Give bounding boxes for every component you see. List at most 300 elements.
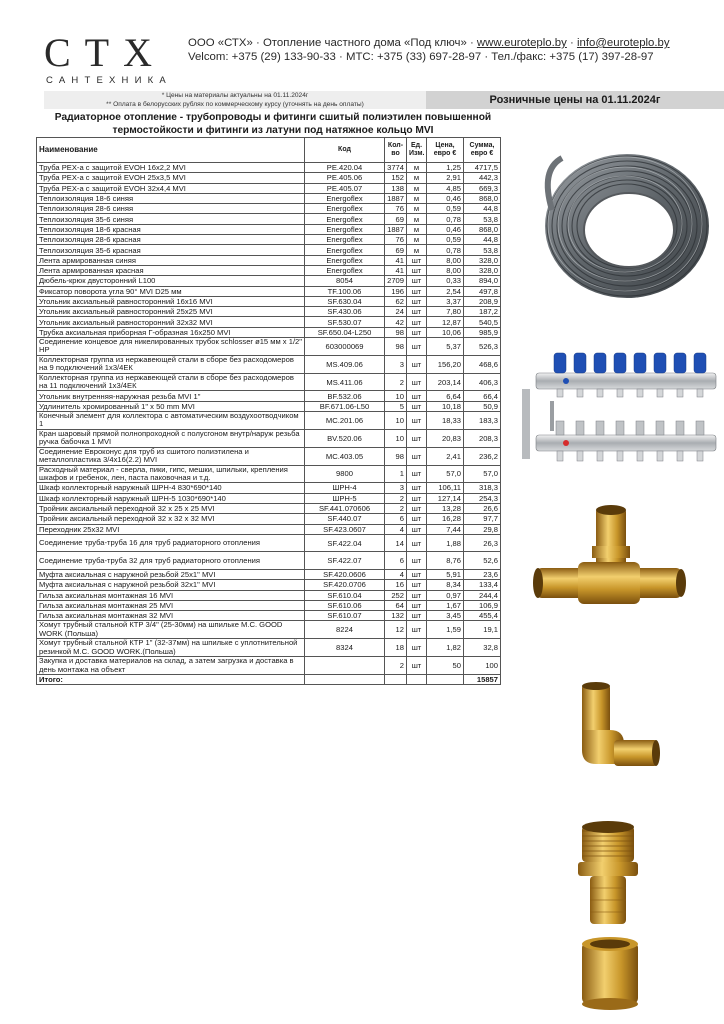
item-name: Хомут трубный стальной КТР 3/4" (25-30мм) на шпильке M.C. GOOD WORK (Польша): [37, 621, 305, 639]
item-price: 0,59: [427, 204, 464, 214]
item-name: Угольник аксиальный равносторонний 32х32 MVI: [37, 317, 305, 327]
price-date-banner: Розничные цены на 01.11.2024г: [426, 91, 724, 109]
company-logo: [44, 30, 172, 86]
item-qty: 1887: [385, 193, 407, 203]
item-price: 20,83: [427, 429, 464, 447]
item-code: MS.409.06: [305, 355, 385, 373]
item-name: Труба PEX-a с защитой EVOH 25х3,5 MVI: [37, 173, 305, 183]
item-code: ШРН-5: [305, 493, 385, 503]
item-price: 13,28: [427, 503, 464, 513]
item-unit: шт: [407, 611, 427, 621]
item-unit: м: [407, 245, 427, 255]
item-qty: 98: [385, 447, 407, 465]
item-price: 7,44: [427, 524, 464, 534]
item-qty: 4: [385, 570, 407, 580]
threaded-coupling-photo: [574, 818, 642, 928]
item-sum: 894,0: [464, 276, 501, 286]
item-qty: 10: [385, 391, 407, 401]
manifold-photo: [522, 343, 718, 471]
item-sum: 985,9: [464, 327, 501, 337]
table-row: [37, 534, 501, 552]
item-name: Труба PEX-a с защитой EVOH 32х4,4 MVI: [37, 183, 305, 193]
item-sum: 50,9: [464, 401, 501, 411]
item-code: SF.423.0607: [305, 524, 385, 534]
item-code: BF.671.06-L50: [305, 401, 385, 411]
item-code: SF.630.04: [305, 296, 385, 306]
item-price: 57,0: [427, 465, 464, 483]
table-row: [37, 286, 501, 296]
item-price: 8,76: [427, 552, 464, 570]
item-name: Гильза аксиальная монтажная 16 MVI: [37, 590, 305, 600]
table-row: [37, 355, 501, 373]
item-code: BV.520.06: [305, 429, 385, 447]
item-code: SF.610.04: [305, 590, 385, 600]
item-code: 8224: [305, 621, 385, 639]
item-price: 1,25: [427, 163, 464, 173]
item-name: Гильза аксиальная монтажная 25 MVI: [37, 600, 305, 610]
header-price: Цена, евро €: [427, 138, 464, 163]
logo-sub-text: САНТЕХНИКА: [46, 75, 172, 86]
item-unit: шт: [407, 327, 427, 337]
item-price: 18,33: [427, 412, 464, 430]
table-row: [37, 163, 501, 173]
item-qty: 3774: [385, 163, 407, 173]
item-price: 2,91: [427, 173, 464, 183]
item-qty: 132: [385, 611, 407, 621]
item-unit: шт: [407, 600, 427, 610]
item-price: 156,20: [427, 355, 464, 373]
item-price: 8,34: [427, 580, 464, 590]
tee-fitting-photo: [526, 502, 692, 626]
item-price: 50: [427, 657, 464, 675]
table-row: [37, 600, 501, 610]
item-code: BF.532.06: [305, 391, 385, 401]
table-row: [37, 276, 501, 286]
table-header-row: [37, 138, 501, 163]
total-label: Итого:: [37, 674, 305, 685]
table-row: [37, 224, 501, 234]
item-price: 1,67: [427, 600, 464, 610]
item-qty: 3: [385, 483, 407, 493]
table-row: [37, 429, 501, 447]
item-qty: 24: [385, 307, 407, 317]
item-price: 1,82: [427, 639, 464, 657]
table-row: [37, 465, 501, 483]
item-qty: 42: [385, 317, 407, 327]
item-code: 9800: [305, 465, 385, 483]
table-row: [37, 401, 501, 411]
table-row: [37, 245, 501, 255]
item-name: Угольник внутренняя-наружная резьба MVI 1": [37, 391, 305, 401]
table-row: [37, 412, 501, 430]
item-price: 0,46: [427, 224, 464, 234]
item-code: PE.405.06: [305, 173, 385, 183]
email-link[interactable]: info@euroteplo.by: [576, 37, 670, 49]
table-row: [37, 514, 501, 524]
item-unit: м: [407, 183, 427, 193]
item-code: MC.403.05: [305, 447, 385, 465]
item-code: SF.430.06: [305, 307, 385, 317]
table-row: [37, 265, 501, 275]
sleeve-photo: [578, 936, 642, 1014]
item-name: Коллекторная группа из нержавеющей стали в сборе без расходомеров на 9 подключений 1х3/4ЕК: [37, 355, 305, 373]
item-unit: м: [407, 204, 427, 214]
item-sum: 53,8: [464, 245, 501, 255]
item-unit: шт: [407, 580, 427, 590]
logo-main-text: СТХ: [44, 30, 166, 75]
table-row: [37, 235, 501, 245]
note-line-1: * Цены на материалы актуальны на 01.11.2024г: [161, 92, 309, 99]
table-row: [37, 621, 501, 639]
item-name: Соединение Евроконус для труб из сшитого полиэтилена и металлопластика 3/4х16(2.2) MVI: [37, 447, 305, 465]
document-title: [30, 111, 516, 137]
item-price: 8,00: [427, 265, 464, 275]
item-sum: 53,8: [464, 214, 501, 224]
item-name: Муфта аксиальная с наружной резьбой 25х1" MVI: [37, 570, 305, 580]
item-name: Угольник аксиальный равносторонний 16х16 MVI: [37, 296, 305, 306]
item-name: Тройник аксиальный переходной 32 х 32 х 32 MVI: [37, 514, 305, 524]
item-sum: 97,7: [464, 514, 501, 524]
item-code: Energoflex: [305, 214, 385, 224]
item-unit: шт: [407, 657, 427, 675]
item-unit: шт: [407, 429, 427, 447]
elbow-fitting-photo: [568, 680, 660, 786]
item-unit: шт: [407, 338, 427, 356]
table-row: [37, 317, 501, 327]
item-unit: шт: [407, 465, 427, 483]
item-name: Конечный элемент для коллектора с автоматическим воздухоотводчиком 1: [37, 412, 305, 430]
item-unit: шт: [407, 296, 427, 306]
item-qty: 1887: [385, 224, 407, 234]
item-name: Шкаф коллекторный наружный ШРН-4 830*690*140: [37, 483, 305, 493]
item-code: SF.441.070606: [305, 503, 385, 513]
item-price: 106,11: [427, 483, 464, 493]
item-price: 7,80: [427, 307, 464, 317]
item-name: Соединение труба-труба 16 для труб радиаторного отопления: [37, 534, 305, 552]
table-row: [37, 580, 501, 590]
item-qty: 76: [385, 204, 407, 214]
item-qty: 5: [385, 401, 407, 411]
item-price: 0,46: [427, 193, 464, 203]
header-name: Наименование: [37, 138, 305, 163]
item-qty: 2: [385, 373, 407, 391]
item-sum: 208,3: [464, 429, 501, 447]
item-qty: 6: [385, 552, 407, 570]
item-name: Теплоизоляция 28-6 красная: [37, 235, 305, 245]
item-price: 4,85: [427, 183, 464, 193]
item-code: PE.420.04: [305, 163, 385, 173]
item-unit: шт: [407, 514, 427, 524]
item-sum: 4717,5: [464, 163, 501, 173]
item-sum: 32,8: [464, 639, 501, 657]
item-price: 0,78: [427, 245, 464, 255]
document-title-line-2: термостойкости и фитинги из латуни под натяжное кольцо MVI: [112, 125, 434, 136]
item-qty: 10: [385, 412, 407, 430]
item-name: Кран шаровый прямой полнопроходной с полусгоном внутр/наруж резьба ручка бабочка 1 MVI: [37, 429, 305, 447]
total-row: [37, 674, 501, 685]
item-qty: 62: [385, 296, 407, 306]
table-row: [37, 503, 501, 513]
item-sum: 208,9: [464, 296, 501, 306]
item-unit: шт: [407, 265, 427, 275]
item-sum: 328,0: [464, 265, 501, 275]
item-unit: шт: [407, 639, 427, 657]
price-table: [36, 137, 501, 685]
item-name: Закупка и доставка материалов на склад, а затем загрузка и доставка в день монтажа на объект: [37, 657, 305, 675]
website-link[interactable]: www.euroteplo.by: [476, 37, 567, 49]
total-empty-cell: [305, 674, 385, 685]
item-price: 3,37: [427, 296, 464, 306]
pipe-coil-photo: [532, 140, 716, 306]
item-code: SF.610.07: [305, 611, 385, 621]
item-sum: 44,8: [464, 204, 501, 214]
item-sum: 406,3: [464, 373, 501, 391]
table-row: [37, 173, 501, 183]
contact-separator: ·: [566, 37, 577, 49]
item-qty: 3: [385, 355, 407, 373]
company-description: ООО «СТХ» · Отопление частного дома «Под ключ» ·: [188, 37, 477, 49]
item-qty: 252: [385, 590, 407, 600]
item-qty: 2: [385, 657, 407, 675]
item-name: Трубка аксиальная приборная Г-образная 16х250 MVI: [37, 327, 305, 337]
contact-line-1: [188, 37, 670, 49]
item-sum: 540,5: [464, 317, 501, 327]
item-unit: шт: [407, 391, 427, 401]
item-code: SF.610.06: [305, 600, 385, 610]
notes-bar: [44, 91, 426, 109]
item-qty: 69: [385, 245, 407, 255]
item-unit: шт: [407, 373, 427, 391]
item-sum: 106,9: [464, 600, 501, 610]
item-name: Лента армированная красная: [37, 265, 305, 275]
item-code: Energoflex: [305, 204, 385, 214]
item-unit: м: [407, 235, 427, 245]
item-qty: 69: [385, 214, 407, 224]
item-code: [305, 657, 385, 675]
item-code: SF.422.04: [305, 534, 385, 552]
total-value: 15857: [464, 674, 501, 685]
item-name: Соединение концевое для никелированных трубок schlosser ø15 мм х 1/2" НР: [37, 338, 305, 356]
item-code: Energoflex: [305, 265, 385, 275]
header-qty: Кол-во: [385, 138, 407, 163]
table-row: [37, 590, 501, 600]
item-code: 8054: [305, 276, 385, 286]
item-sum: 868,0: [464, 193, 501, 203]
table-row: [37, 570, 501, 580]
item-name: Труба PEX-a с защитой EVOH 16х2,2 MVI: [37, 163, 305, 173]
item-code: PE.405.07: [305, 183, 385, 193]
item-price: 8,00: [427, 255, 464, 265]
item-name: Дюбель-крюк двусторонний L100: [37, 276, 305, 286]
item-unit: м: [407, 214, 427, 224]
item-qty: 41: [385, 265, 407, 275]
item-sum: 187,2: [464, 307, 501, 317]
item-qty: 1: [385, 465, 407, 483]
table-row: [37, 204, 501, 214]
item-code: Energoflex: [305, 255, 385, 265]
item-sum: 100: [464, 657, 501, 675]
table-row: [37, 657, 501, 675]
table-row: [37, 447, 501, 465]
item-sum: 19,1: [464, 621, 501, 639]
item-code: SF.422.07: [305, 552, 385, 570]
item-unit: шт: [407, 570, 427, 580]
item-price: 0,97: [427, 590, 464, 600]
item-sum: 497,8: [464, 286, 501, 296]
item-sum: 66,4: [464, 391, 501, 401]
item-unit: шт: [407, 412, 427, 430]
item-unit: м: [407, 224, 427, 234]
item-price: 6,64: [427, 391, 464, 401]
item-code: Energoflex: [305, 245, 385, 255]
table-row: [37, 193, 501, 203]
item-price: 0,33: [427, 276, 464, 286]
item-unit: шт: [407, 255, 427, 265]
item-unit: м: [407, 193, 427, 203]
item-price: 1,88: [427, 534, 464, 552]
item-qty: 2709: [385, 276, 407, 286]
item-qty: 152: [385, 173, 407, 183]
item-name: Хомут трубный стальной КТР 1" (32-37мм) на шпильке с уплотнительной резинкой M.C. GOOD WORK.(Польша): [37, 639, 305, 657]
item-name: Теплоизоляция 35-6 красная: [37, 245, 305, 255]
item-sum: 236,2: [464, 447, 501, 465]
item-sum: 254,3: [464, 493, 501, 503]
item-name: Гильза аксиальная монтажная 32 MVI: [37, 611, 305, 621]
item-sum: 318,3: [464, 483, 501, 493]
item-unit: шт: [407, 286, 427, 296]
total-empty-cell: [385, 674, 407, 685]
item-sum: 244,4: [464, 590, 501, 600]
item-name: Угольник аксиальный равносторонний 25х25 MVI: [37, 307, 305, 317]
item-unit: шт: [407, 503, 427, 513]
item-name: Коллекторная группа из нержавеющей стали в сборе без расходомеров на 11 подключений 1х3/4ЕК: [37, 373, 305, 391]
total-empty-cell: [427, 674, 464, 685]
item-sum: 26,6: [464, 503, 501, 513]
item-sum: 669,3: [464, 183, 501, 193]
item-price: 12,87: [427, 317, 464, 327]
item-sum: 57,0: [464, 465, 501, 483]
item-unit: шт: [407, 307, 427, 317]
table-row: [37, 391, 501, 401]
table-row: [37, 373, 501, 391]
item-sum: 442,3: [464, 173, 501, 183]
item-name: Тройник аксиальный переходной 32 х 25 х 25 MVI: [37, 503, 305, 513]
item-price: 5,91: [427, 570, 464, 580]
item-unit: шт: [407, 355, 427, 373]
item-name: Муфта аксиальная с наружной резьбой 32х1" MVI: [37, 580, 305, 590]
item-qty: 10: [385, 429, 407, 447]
item-qty: 18: [385, 639, 407, 657]
item-code: MS.411.06: [305, 373, 385, 391]
item-sum: 133,4: [464, 580, 501, 590]
table-row: [37, 327, 501, 337]
item-code: SF.420.0706: [305, 580, 385, 590]
item-unit: шт: [407, 317, 427, 327]
item-unit: шт: [407, 552, 427, 570]
item-unit: шт: [407, 524, 427, 534]
item-qty: 12: [385, 621, 407, 639]
item-price: 2,41: [427, 447, 464, 465]
item-qty: 4: [385, 524, 407, 534]
item-code: Energoflex: [305, 224, 385, 234]
item-sum: 455,4: [464, 611, 501, 621]
item-unit: шт: [407, 534, 427, 552]
item-price: 127,14: [427, 493, 464, 503]
table-row: [37, 214, 501, 224]
item-code: Energoflex: [305, 193, 385, 203]
item-unit: шт: [407, 276, 427, 286]
item-price: 3,45: [427, 611, 464, 621]
item-price: 2,54: [427, 286, 464, 296]
item-price: 10,06: [427, 327, 464, 337]
item-unit: м: [407, 163, 427, 173]
item-unit: шт: [407, 447, 427, 465]
item-qty: 196: [385, 286, 407, 296]
item-price: 203,14: [427, 373, 464, 391]
item-name: Теплоизоляция 35-6 синяя: [37, 214, 305, 224]
item-name: Лента армированная синяя: [37, 255, 305, 265]
table-row: [37, 483, 501, 493]
item-qty: 2: [385, 493, 407, 503]
item-name: Теплоизоляция 18-6 красная: [37, 224, 305, 234]
item-sum: 328,0: [464, 255, 501, 265]
item-name: Переходник 25х32 MVI: [37, 524, 305, 534]
table-row: [37, 307, 501, 317]
item-code: 603000069: [305, 338, 385, 356]
item-sum: 29,8: [464, 524, 501, 534]
table-row: [37, 524, 501, 534]
total-empty-cell: [407, 674, 427, 685]
note-line-2: ** Оплата в белорусских рублях по коммерческому курсу (уточнять на день оплаты): [106, 101, 364, 108]
item-qty: 14: [385, 534, 407, 552]
item-name: Теплоизоляция 28-6 синяя: [37, 204, 305, 214]
header-sum: Сумма, евро €: [464, 138, 501, 163]
item-name: Фиксатор поворота угла 90° MVI D25 мм: [37, 286, 305, 296]
item-qty: 64: [385, 600, 407, 610]
item-qty: 98: [385, 338, 407, 356]
header-unit: Ед. Изм.: [407, 138, 427, 163]
item-qty: 98: [385, 327, 407, 337]
item-name: Соединение труба-труба 32 для труб радиаторного отопления: [37, 552, 305, 570]
item-code: SF.650.04-L250: [305, 327, 385, 337]
item-unit: шт: [407, 590, 427, 600]
item-price: 5,37: [427, 338, 464, 356]
table-row: [37, 338, 501, 356]
item-name: Удлинитель хромированный 1" х 50 mm MVI: [37, 401, 305, 411]
table-row: [37, 611, 501, 621]
item-unit: шт: [407, 493, 427, 503]
item-sum: 52,6: [464, 552, 501, 570]
table-row: [37, 493, 501, 503]
item-sum: 26,3: [464, 534, 501, 552]
item-code: SF.530.07: [305, 317, 385, 327]
price-table-body: [37, 163, 501, 685]
item-name: Шкаф коллекторный наружный ШРН-5 1030*690*140: [37, 493, 305, 503]
contact-line-2: Velcom: +375 (29) 133-90-33 · МТС: +375 (33) 697-28-97 · Тел./факс: +375 (17) 397-28-97: [188, 51, 654, 63]
item-qty: 41: [385, 255, 407, 265]
item-sum: 183,3: [464, 412, 501, 430]
item-code: 8324: [305, 639, 385, 657]
table-row: [37, 552, 501, 570]
item-code: Energoflex: [305, 235, 385, 245]
item-unit: шт: [407, 621, 427, 639]
header-code: Код: [305, 138, 385, 163]
item-qty: 76: [385, 235, 407, 245]
table-row: [37, 255, 501, 265]
item-name: Теплоизоляция 18-6 синяя: [37, 193, 305, 203]
item-price: 1,59: [427, 621, 464, 639]
item-sum: 23,6: [464, 570, 501, 580]
